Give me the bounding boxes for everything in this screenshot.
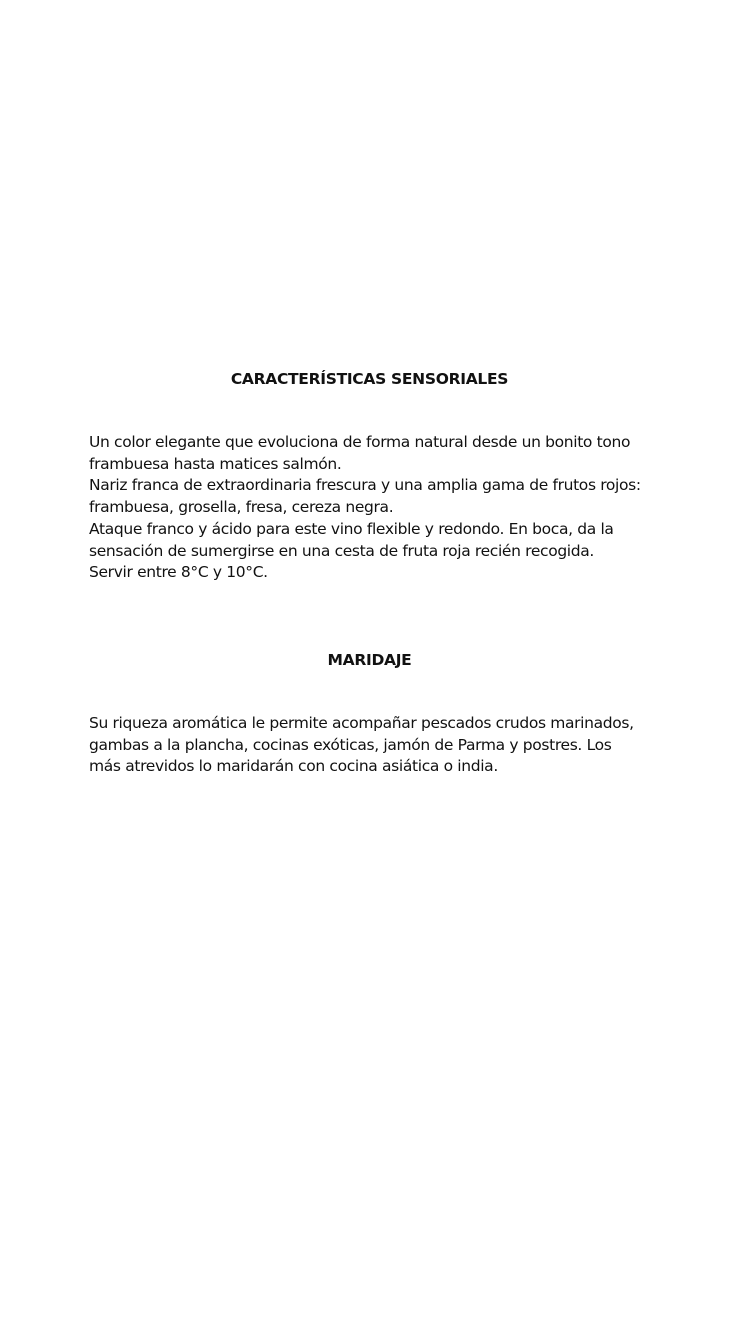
section-title-sensory-characteristics: CARACTERÍSTICAS SENSORIALES [230,370,509,388]
text-line: frambuesa hasta matices salmón. [89,454,342,473]
text-line: más atrevidos lo maridarán con cocina asiática o india. [89,757,498,776]
text-line: Ataque franco y ácido para este vino flexible y redondo. En boca, da la [89,519,614,538]
text-line: gambas a la plancha, cocinas exóticas, jamón de Parma y postres. Los [89,735,612,754]
text-line: sensación de sumergirse en una cesta de fruta roja recién recogida. [89,541,594,560]
pairing-text [89,713,664,778]
text-line: Su riqueza aromática le permite acompañar pescados crudos marinados, [89,714,634,732]
text-line: Un color elegante que evoluciona de forma natural desde un bonito tono [89,433,631,451]
text-line: Nariz franca de extraordinaria frescura y una amplia gama de frutos rojos: [89,476,641,495]
sensory-characteristics-text [89,432,664,584]
text-line: Servir entre 8°C y 10°C. [89,563,268,582]
section-title-pairing: MARIDAJE [327,651,412,669]
text-line: frambuesa, grosella, fresa, cereza negra. [89,498,394,517]
